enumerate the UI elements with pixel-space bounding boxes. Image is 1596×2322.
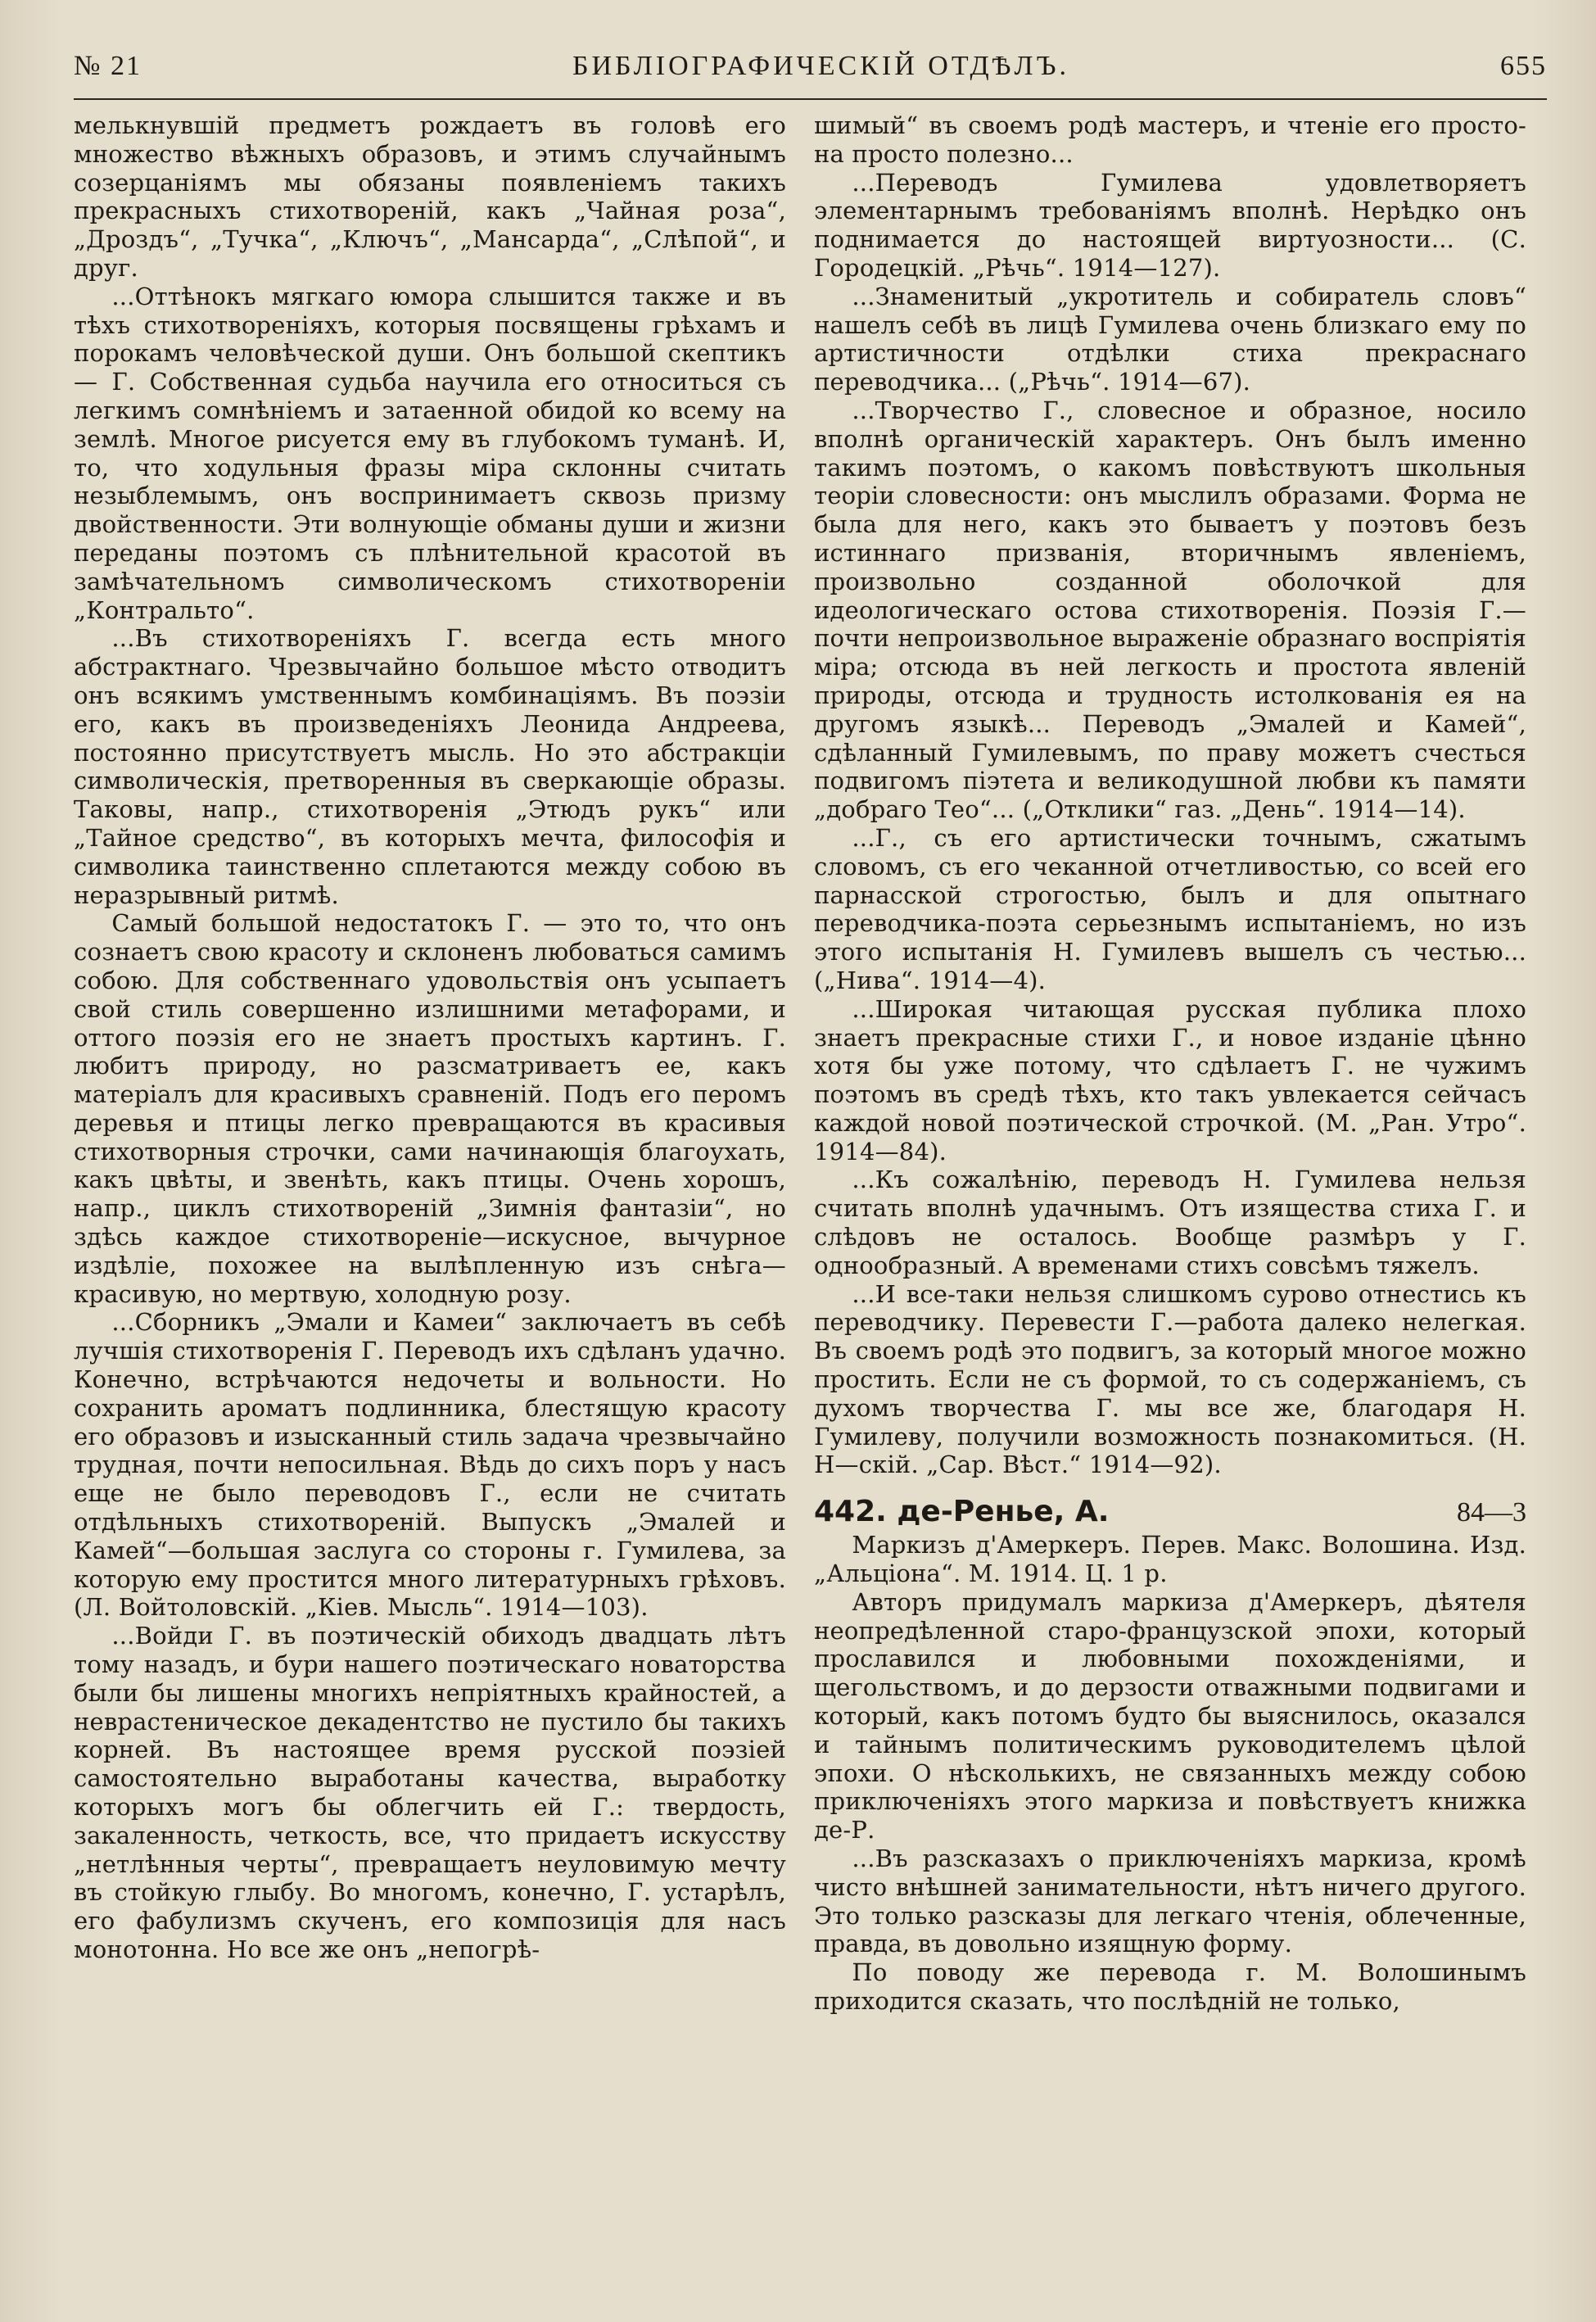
paragraph: ...И все-таки нельзя слишкомъ сурово отнестись къ переводчику. Перевести Г.—работа далеко нелегкая. Въ своемъ родѣ это подвигъ, за который многое можно простить. Если не съ формой, то съ содержаніемъ, съ духомъ творчества Г. мы все же, благодаря Н. Гумилеву, получили возможность познакомиться. (Н. Н—скій. „Сар. Вѣст.“ 1914—92). xyxy=(814,1279,1526,1479)
paragraph: ...Переводъ Гумилева удовлетворяетъ элементарнымъ требованіямъ вполнѣ. Нерѣдко онъ поднимается до настоящей виртуозности... (С. Городецкій. „Рѣчь“. 1914—127). xyxy=(814,168,1526,282)
paragraph: Маркизъ д'Амеркеръ. Перев. Макс. Волошина. Изд. „Альціона“. М. 1914. Ц. 1 р. xyxy=(814,1531,1526,1588)
paragraph: ...Знаменитый „укротитель и собиратель словъ“ нашелъ себѣ въ лицѣ Гумилева очень близкаго ему по артистичности отдѣлки стиха прекраснаго переводчика... („Рѣчь“. 1914—67). xyxy=(814,282,1526,396)
paragraph: Авторъ придумалъ маркиза д'Амеркеръ, дѣятеля неопредѣленной старо-французской эпохи, который прославился и любовными похожденіями, и щегольствомъ, и до дерзости отважными подвигами и который, какъ потомъ будто бы выяснилось, оказался и тайнымъ политическимъ руководителемъ цѣлой эпохи. О нѣсколькихъ, не связанныхъ между собою приключеніяхъ этого маркиза и повѣствуетъ книжка де-Р. xyxy=(814,1587,1526,1844)
paragraph: Самый большой недостатокъ Г. — это то, что онъ сознаетъ свою красоту и склоненъ любоваться самимъ собою. Для собственнаго удовольствія онъ усыпаетъ свой стиль совершенно излишними метафорами, и оттого поэзія его не знаетъ простыхъ картинъ. Г. любитъ природу, но разсматриваетъ ее, какъ матеріалъ для красивыхъ сравненій. Подъ его перомъ деревья и птицы легко превращаются въ красивыя стихотворныя строчки, сами начинающія благоухать, какъ цвѣты, и звенѣть, какъ птицы. Очень хорошъ, напр., циклъ стихотвореній „Зимнія фантазіи“, но здѣсь каждое стихотвореніе—искусное, вычурное издѣліе, похожее на вылѣпленную изъ снѣга—красивую, но мертвую, холодную розу. xyxy=(74,909,786,1308)
paragraph: По поводу же перевода г. М. Волошинымъ приходится сказать, что послѣдній не только, xyxy=(814,1958,1526,2015)
right-column-entry-text xyxy=(814,1531,1526,2016)
paragraph: ...Широкая читающая русская публика плохо знаетъ прекрасные стихи Г., и новое изданіе цѣнно хотя бы уже потому, что сдѣлаетъ Г. не чужимъ поэтомъ въ средѣ тѣхъ, кто такъ увлекается сейчасъ каждой новой поэтической строчкой. (М. „Ран. Утро“. 1914—84). xyxy=(814,994,1526,1166)
text-columns xyxy=(74,111,1547,2016)
paragraph: шимый“ въ своемъ родѣ мастеръ, и чтеніе его просто-на просто полезно... xyxy=(814,111,1526,168)
right-column-reviews xyxy=(814,111,1526,1479)
paragraph: ...Войди Г. въ поэтическій обиходъ двадцать лѣтъ тому назадъ, и бури нашего поэтическаго новаторства были бы лишены многихъ непріятныхъ крайностей, а неврастеническое декадентство не пустило бы такихъ корней. Въ настоящее время русской поэзіей самостоятельно выработаны качества, выработку которыхъ могъ бы облегчить ей Г.: твердость, закаленность, четкость, все, что придаетъ искусству „нетлѣнныя черты“, превращаетъ неуловимую мечту въ стойкую глыбу. Во многомъ, конечно, Г. устарѣлъ, его фабулизмъ скученъ, его композиція для насъ монотонна. Но все же онъ „непогрѣ- xyxy=(74,1622,786,1963)
paragraph: ...Въ стихотвореніяхъ Г. всегда есть много абстрактнаго. Чрезвычайно большое мѣсто отводитъ онъ всякимъ умственнымъ комбинаціямъ. Въ поэзіи его, какъ въ произведеніяхъ Леонида Андреева, постоянно присутствуетъ мысль. Но это абстракціи символическія, претворенныя въ сверкающіе образы. Таковы, напр., стихотворенія „Этюдъ рукъ“ или „Тайное средство“, въ которыхъ мечта, философія и символика таинственно сплетаются между собою въ неразрывный ритмѣ. xyxy=(74,624,786,909)
entry-title: 442. де-Ренье, А. xyxy=(814,1495,1110,1529)
paragraph: ...Сборникъ „Эмали и Камеи“ заключаетъ въ себѣ лучшія стихотворенія Г. Переводъ ихъ сдѣланъ удачно. Конечно, встрѣчаются недочеты и вольности. Но сохранить ароматъ подлинника, блестящую красоту его образовъ и изысканный стиль задача чрезвычайно трудная, почти непосильная. Вѣдь до сихъ поръ у насъ еще не было переводовъ Г., если не считать отдѣльныхъ стихотвореній. Выпускъ „Эмалей и Камей“—большая заслуга со стороны г. Гумилева, за которую ему простится много литературныхъ грѣховъ. (Л. Войтоловскій. „Кіев. Мысль“. 1914—103). xyxy=(74,1308,786,1622)
entry-code: 84—3 xyxy=(1457,1497,1526,1528)
paragraph: ...Къ сожалѣнію, переводъ Н. Гумилева нельзя считать вполнѣ удачнымъ. Отъ изящества стиха Г. и слѣдовъ не осталось. Вообще размѣръ у Г. однообразный. А временами стихъ совсѣмъ тяжелъ. xyxy=(814,1166,1526,1279)
paragraph: ...Г., съ его артистически точнымъ, сжатымъ словомъ, съ его чеканной отчетливостью, со всей его парнасской строгостью, былъ и для опытнаго переводчика-поэта серьезнымъ испытаніемъ, но изъ этого испытанія Н. Гумилевъ вышелъ съ честью... („Нива“. 1914—4). xyxy=(814,823,1526,994)
paragraph: ...Творчество Г., словесное и образное, носило вполнѣ органическій характеръ. Онъ былъ именно такимъ поэтомъ, о какомъ повѣствуютъ школьныя теоріи словесности: онъ мыслилъ образами. Форма не была для него, какъ это бываетъ у поэтовъ безъ истиннаго призванія, вторичнымъ явленіемъ, произвольно созданной оболочкой для идеологическаго остова стихотворенія. Поэзія Г.—почти непроизвольное выраженіе образнаго воспріятія міра; отсюда въ ней легкость и простота явленій природы, отсюда и трудность истолкованія ея на другомъ языкѣ... Переводъ „Эмалей и Камей“, сдѣланный Гумилевымъ, по праву можетъ счесться подвигомъ піэтета и великодушной любви къ памяти „добраго Тео“... („Отклики“ газ. „День“. 1914—14). xyxy=(814,396,1526,824)
bibliography-entry-heading xyxy=(814,1494,1526,1531)
section-title: БИБЛІОГРАФИЧЕСКІЙ ОТДѢЛЪ. xyxy=(572,51,1070,81)
paragraph: ...Оттѣнокъ мягкаго юмора слышится также и въ тѣхъ стихотвореніяхъ, которыя посвящены грѣхамъ и порокамъ человѣческой души. Онъ большой скептикъ — Г. Собственная судьба научила его относиться съ легкимъ сомнѣніемъ и затаенной обидой ко всему на землѣ. Многое рисуется ему въ глубокомъ туманѣ. И, то, что ходульныя фразы міра склонны считать незыблемымъ, онъ воспринимаетъ сквозь призму двойственности. Эти волнующіе обманы души и жизни переданы поэтомъ съ плѣнительной красотой въ замѣчательномъ символическомъ стихотвореніи „Контральто“. xyxy=(74,282,786,624)
right-column xyxy=(814,111,1526,2016)
paragraph: мелькнувшій предметъ рождаетъ въ головѣ его множество вѣжныхъ образовъ, и этимъ случайнымъ созерцаніямъ мы обязаны появленіемъ такихъ прекрасныхъ стихотвореній, какъ „Чайная роза“, „Дроздъ“, „Тучка“, „Ключъ“, „Мансарда“, „Слѣпой“, и друг. xyxy=(74,111,786,282)
issue-number: № 21 xyxy=(74,51,142,81)
paragraph: ...Въ разсказахъ о приключеніяхъ маркиза, кромѣ чисто внѣшней занимательности, нѣтъ ничего другого. Это только разсказы для легкаго чтенія, облеченные, правда, въ довольно изящную форму. xyxy=(814,1844,1526,1958)
page-header xyxy=(74,51,1547,100)
page-number: 655 xyxy=(1500,51,1547,81)
left-column xyxy=(74,111,786,2016)
